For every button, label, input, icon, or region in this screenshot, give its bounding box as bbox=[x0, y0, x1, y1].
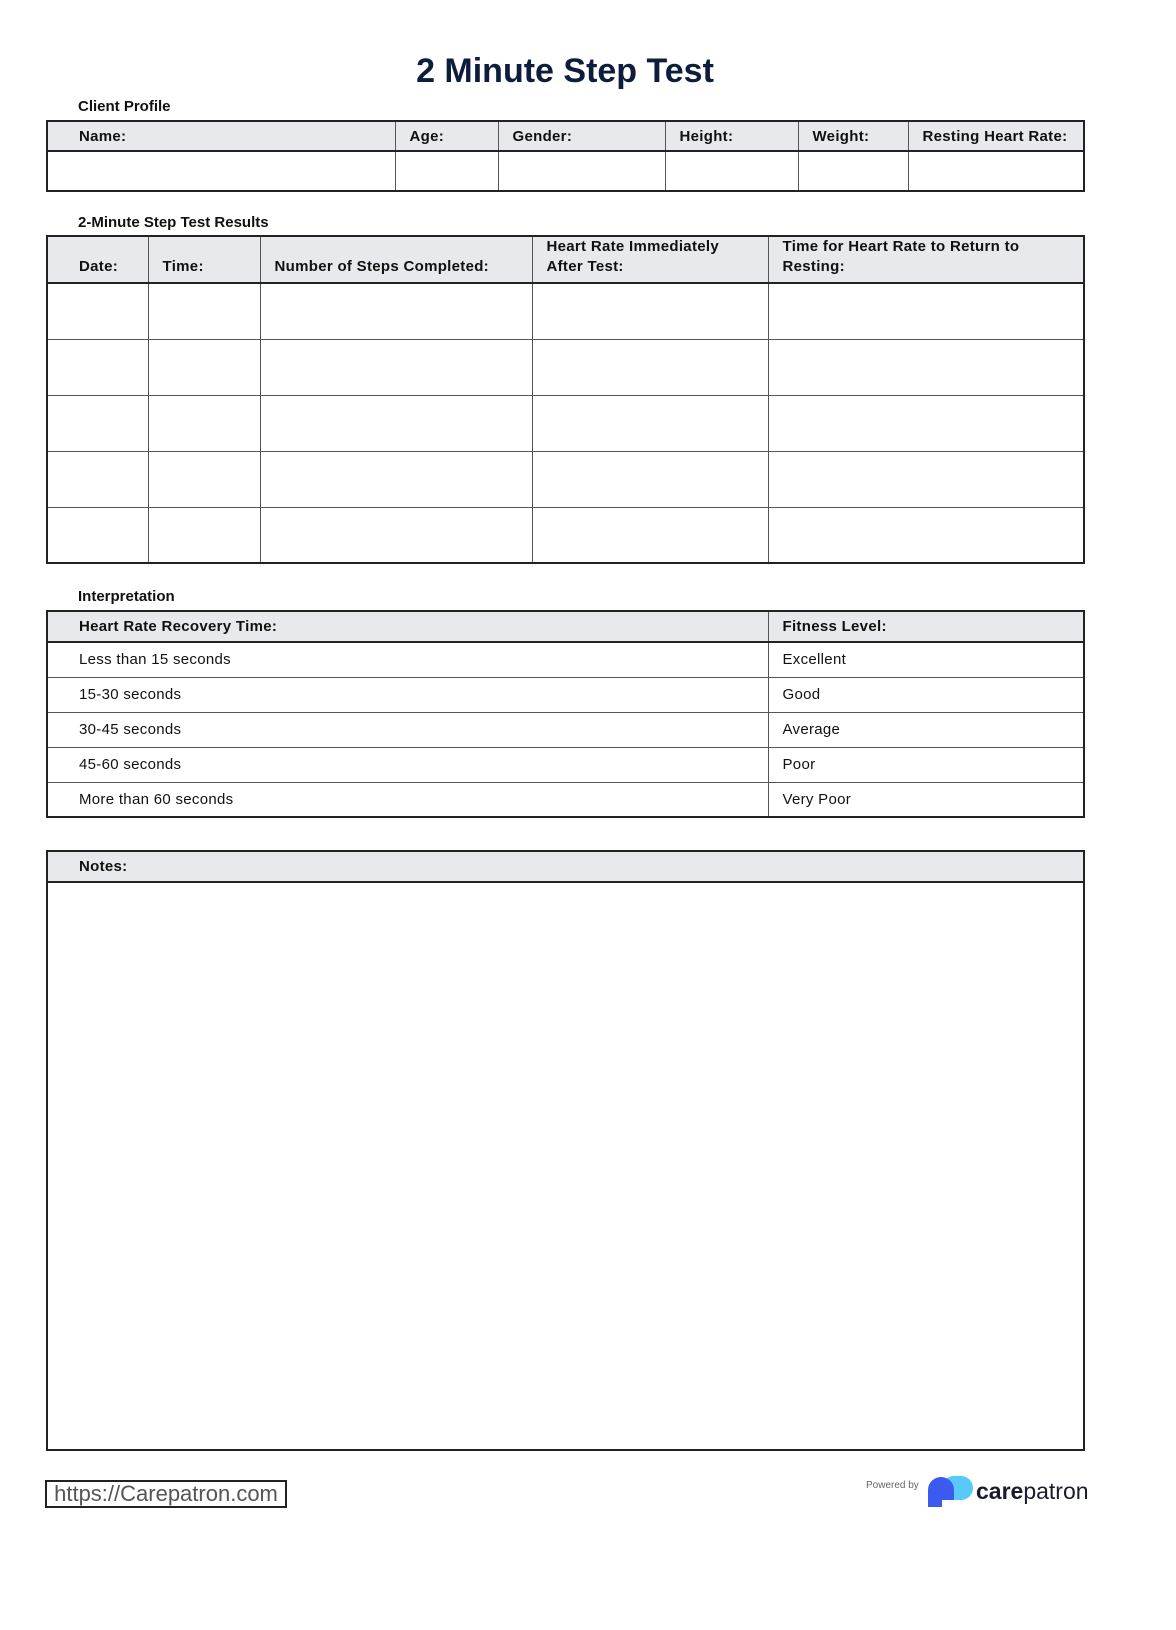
interpretation-heading: Interpretation bbox=[78, 588, 175, 605]
results-cell[interactable] bbox=[148, 339, 260, 395]
interpretation-row bbox=[47, 712, 1084, 747]
results-cell[interactable] bbox=[260, 283, 532, 339]
results-table bbox=[46, 235, 1085, 564]
results-cell[interactable] bbox=[47, 507, 148, 563]
powered-by-label: Powered by bbox=[866, 1480, 919, 1491]
col-resting-hr: Resting Heart Rate: bbox=[908, 121, 1084, 151]
results-row bbox=[47, 283, 1084, 339]
col-steps: Number of Steps Completed: bbox=[260, 236, 532, 283]
results-row bbox=[47, 395, 1084, 451]
recovery-time: More than 60 seconds bbox=[47, 782, 768, 817]
col-fitness: Fitness Level: bbox=[768, 611, 1084, 642]
results-cell[interactable] bbox=[532, 451, 768, 507]
client-profile-heading: Client Profile bbox=[78, 98, 171, 115]
weight-field[interactable] bbox=[798, 151, 908, 191]
results-row bbox=[47, 507, 1084, 563]
results-cell[interactable] bbox=[260, 507, 532, 563]
brand-light: patron bbox=[1023, 1478, 1089, 1504]
results-cell[interactable] bbox=[260, 339, 532, 395]
carepatron-brand bbox=[976, 1478, 1089, 1505]
results-cell[interactable] bbox=[148, 507, 260, 563]
fitness-level: Poor bbox=[768, 747, 1084, 782]
results-cell[interactable] bbox=[532, 283, 768, 339]
results-cell[interactable] bbox=[768, 283, 1084, 339]
fitness-level: Average bbox=[768, 712, 1084, 747]
recovery-time: 30-45 seconds bbox=[47, 712, 768, 747]
notes-field[interactable] bbox=[47, 882, 1084, 1450]
results-cell[interactable] bbox=[768, 339, 1084, 395]
interpretation-row bbox=[47, 747, 1084, 782]
results-cell[interactable] bbox=[768, 451, 1084, 507]
results-cell[interactable] bbox=[532, 339, 768, 395]
results-cell[interactable] bbox=[47, 283, 148, 339]
interpretation-row bbox=[47, 782, 1084, 817]
col-time: Time: bbox=[148, 236, 260, 283]
interpretation-row bbox=[47, 642, 1084, 677]
col-recovery-time: Time for Heart Rate to Return to Resting: bbox=[768, 236, 1084, 283]
results-cell[interactable] bbox=[768, 395, 1084, 451]
col-hr-after: Heart Rate Immediately After Test: bbox=[532, 236, 768, 283]
results-heading: 2-Minute Step Test Results bbox=[78, 214, 269, 231]
carepatron-logo-icon bbox=[928, 1476, 973, 1507]
interpretation-row bbox=[47, 677, 1084, 712]
col-weight: Weight: bbox=[798, 121, 908, 151]
notes-label: Notes: bbox=[47, 851, 1084, 882]
col-age: Age: bbox=[395, 121, 498, 151]
col-name: Name: bbox=[47, 121, 395, 151]
brand-bold: care bbox=[976, 1478, 1024, 1504]
results-row bbox=[47, 451, 1084, 507]
col-gender: Gender: bbox=[498, 121, 665, 151]
recovery-time: 15-30 seconds bbox=[47, 677, 768, 712]
results-row bbox=[47, 339, 1084, 395]
carepatron-link[interactable]: https://Carepatron.com bbox=[45, 1480, 287, 1508]
notes-table bbox=[46, 850, 1085, 1451]
results-cell[interactable] bbox=[768, 507, 1084, 563]
results-cell[interactable] bbox=[260, 395, 532, 451]
gender-field[interactable] bbox=[498, 151, 665, 191]
results-cell[interactable] bbox=[532, 395, 768, 451]
col-date: Date: bbox=[47, 236, 148, 283]
fitness-level: Very Poor bbox=[768, 782, 1084, 817]
resting-hr-field[interactable] bbox=[908, 151, 1084, 191]
results-cell[interactable] bbox=[148, 451, 260, 507]
fitness-level: Excellent bbox=[768, 642, 1084, 677]
fitness-level: Good bbox=[768, 677, 1084, 712]
height-field[interactable] bbox=[665, 151, 798, 191]
results-cell[interactable] bbox=[47, 451, 148, 507]
recovery-time: Less than 15 seconds bbox=[47, 642, 768, 677]
recovery-time: 45-60 seconds bbox=[47, 747, 768, 782]
results-cell[interactable] bbox=[148, 395, 260, 451]
name-field[interactable] bbox=[47, 151, 395, 191]
age-field[interactable] bbox=[395, 151, 498, 191]
interpretation-table bbox=[46, 610, 1085, 818]
page-title: 2 Minute Step Test bbox=[416, 52, 714, 90]
results-cell[interactable] bbox=[47, 395, 148, 451]
results-cell[interactable] bbox=[260, 451, 532, 507]
col-height: Height: bbox=[665, 121, 798, 151]
col-recovery: Heart Rate Recovery Time: bbox=[47, 611, 768, 642]
results-cell[interactable] bbox=[47, 339, 148, 395]
client-profile-table bbox=[46, 120, 1085, 192]
results-cell[interactable] bbox=[532, 507, 768, 563]
results-cell[interactable] bbox=[148, 283, 260, 339]
